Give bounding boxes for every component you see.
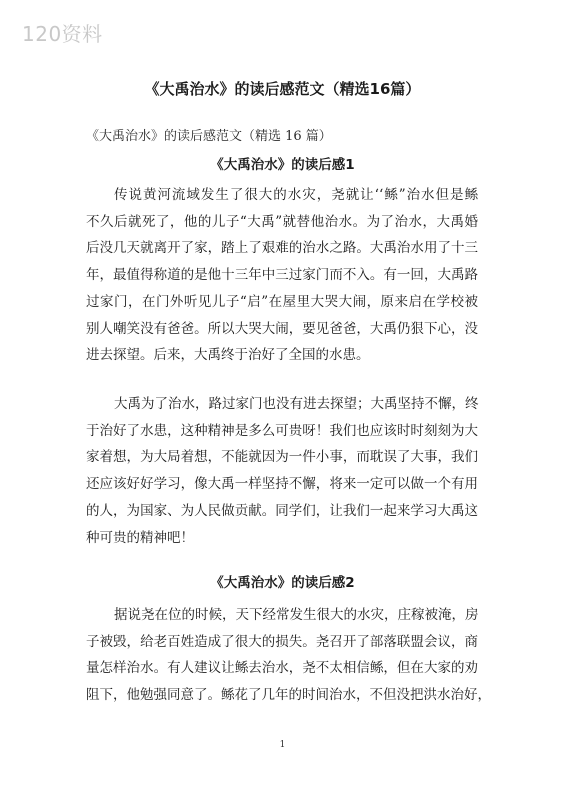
paragraph-line: 进去探望。后来，大禹终于治好了全国的水患。 xyxy=(86,347,370,364)
paragraph-line: 传说黄河流域发生了很大的水灾，尧就让‘‘鲧”治水但是鲧 xyxy=(114,187,478,203)
paragraph-line: 不久后就死了，他的儿子“大禹”就替他治水。为了治水，大禹婚 xyxy=(86,213,478,230)
paragraph-line: 据说尧在位的时候，天下经常发生很大的水灾，庄稼被淹，房 xyxy=(114,607,479,623)
document-title: 《大禹治水》的读后感范文（精选16篇） xyxy=(144,80,421,98)
paragraph-line: 于治好了水患，这种精神是多么可贵呀！我们也应该时时刻刻为大 xyxy=(86,422,478,439)
paragraph-line: 大禹为了治水，路过家门也没有进去探望；大禹坚持不懈，终 xyxy=(114,396,479,412)
paragraph-line: 年，最值得称道的是他十三年中三过家门而不入。有一回，大禹路 xyxy=(86,267,478,284)
paragraph-line: 后没几天就离开了家，踏上了艰难的治水之路。大禹治水用了十三 xyxy=(86,240,478,257)
section-heading-1: 《大禹治水》的读后感1 xyxy=(210,157,355,173)
paragraph-line: 量怎样治水。有人建议让鲧去治水，尧不太相信鲧，但在大家的劝 xyxy=(86,660,478,677)
watermark-logo: 120资料 xyxy=(22,22,103,46)
page-number: 1 xyxy=(279,740,286,750)
paragraph-1-2 xyxy=(86,391,478,551)
section-heading-2: 《大禹治水》的读后感2 xyxy=(210,575,355,591)
document-subtitle: 《大禹治水》的读后感范文（精选 16 篇） xyxy=(86,129,332,144)
paragraph-line: 的人，为国家、为人民做贡献。同学们，让我们一起来学习大禹这 xyxy=(86,502,478,519)
paragraph-line: 还应该好好学习，像大禹一样坚持不懈，将来一定可以做一个有用 xyxy=(86,476,478,493)
paragraph-1-1 xyxy=(86,182,478,369)
paragraph-line: 别人嘲笑没有爸爸。所以大哭大闹，要见爸爸，大禹仍狠下心，没 xyxy=(86,320,478,337)
paragraph-line: 子被毁，给老百姓造成了很大的损失。尧召开了部落联盟会议，商 xyxy=(86,633,478,650)
paragraph-2-1 xyxy=(86,602,491,709)
paragraph-line: 过家门，在门外听见儿子“启”在屋里大哭大闹，原来启在学校被 xyxy=(86,293,478,310)
paragraph-line: 阻下，他勉强同意了。鲧花了几年的时间治水，不但没把洪水治好， xyxy=(86,687,491,704)
paragraph-line: 家着想，为大局着想，不能就因为一件小事，而耽误了大事，我们 xyxy=(86,449,478,466)
paragraph-line: 种可贵的精神吧！ xyxy=(86,529,194,546)
